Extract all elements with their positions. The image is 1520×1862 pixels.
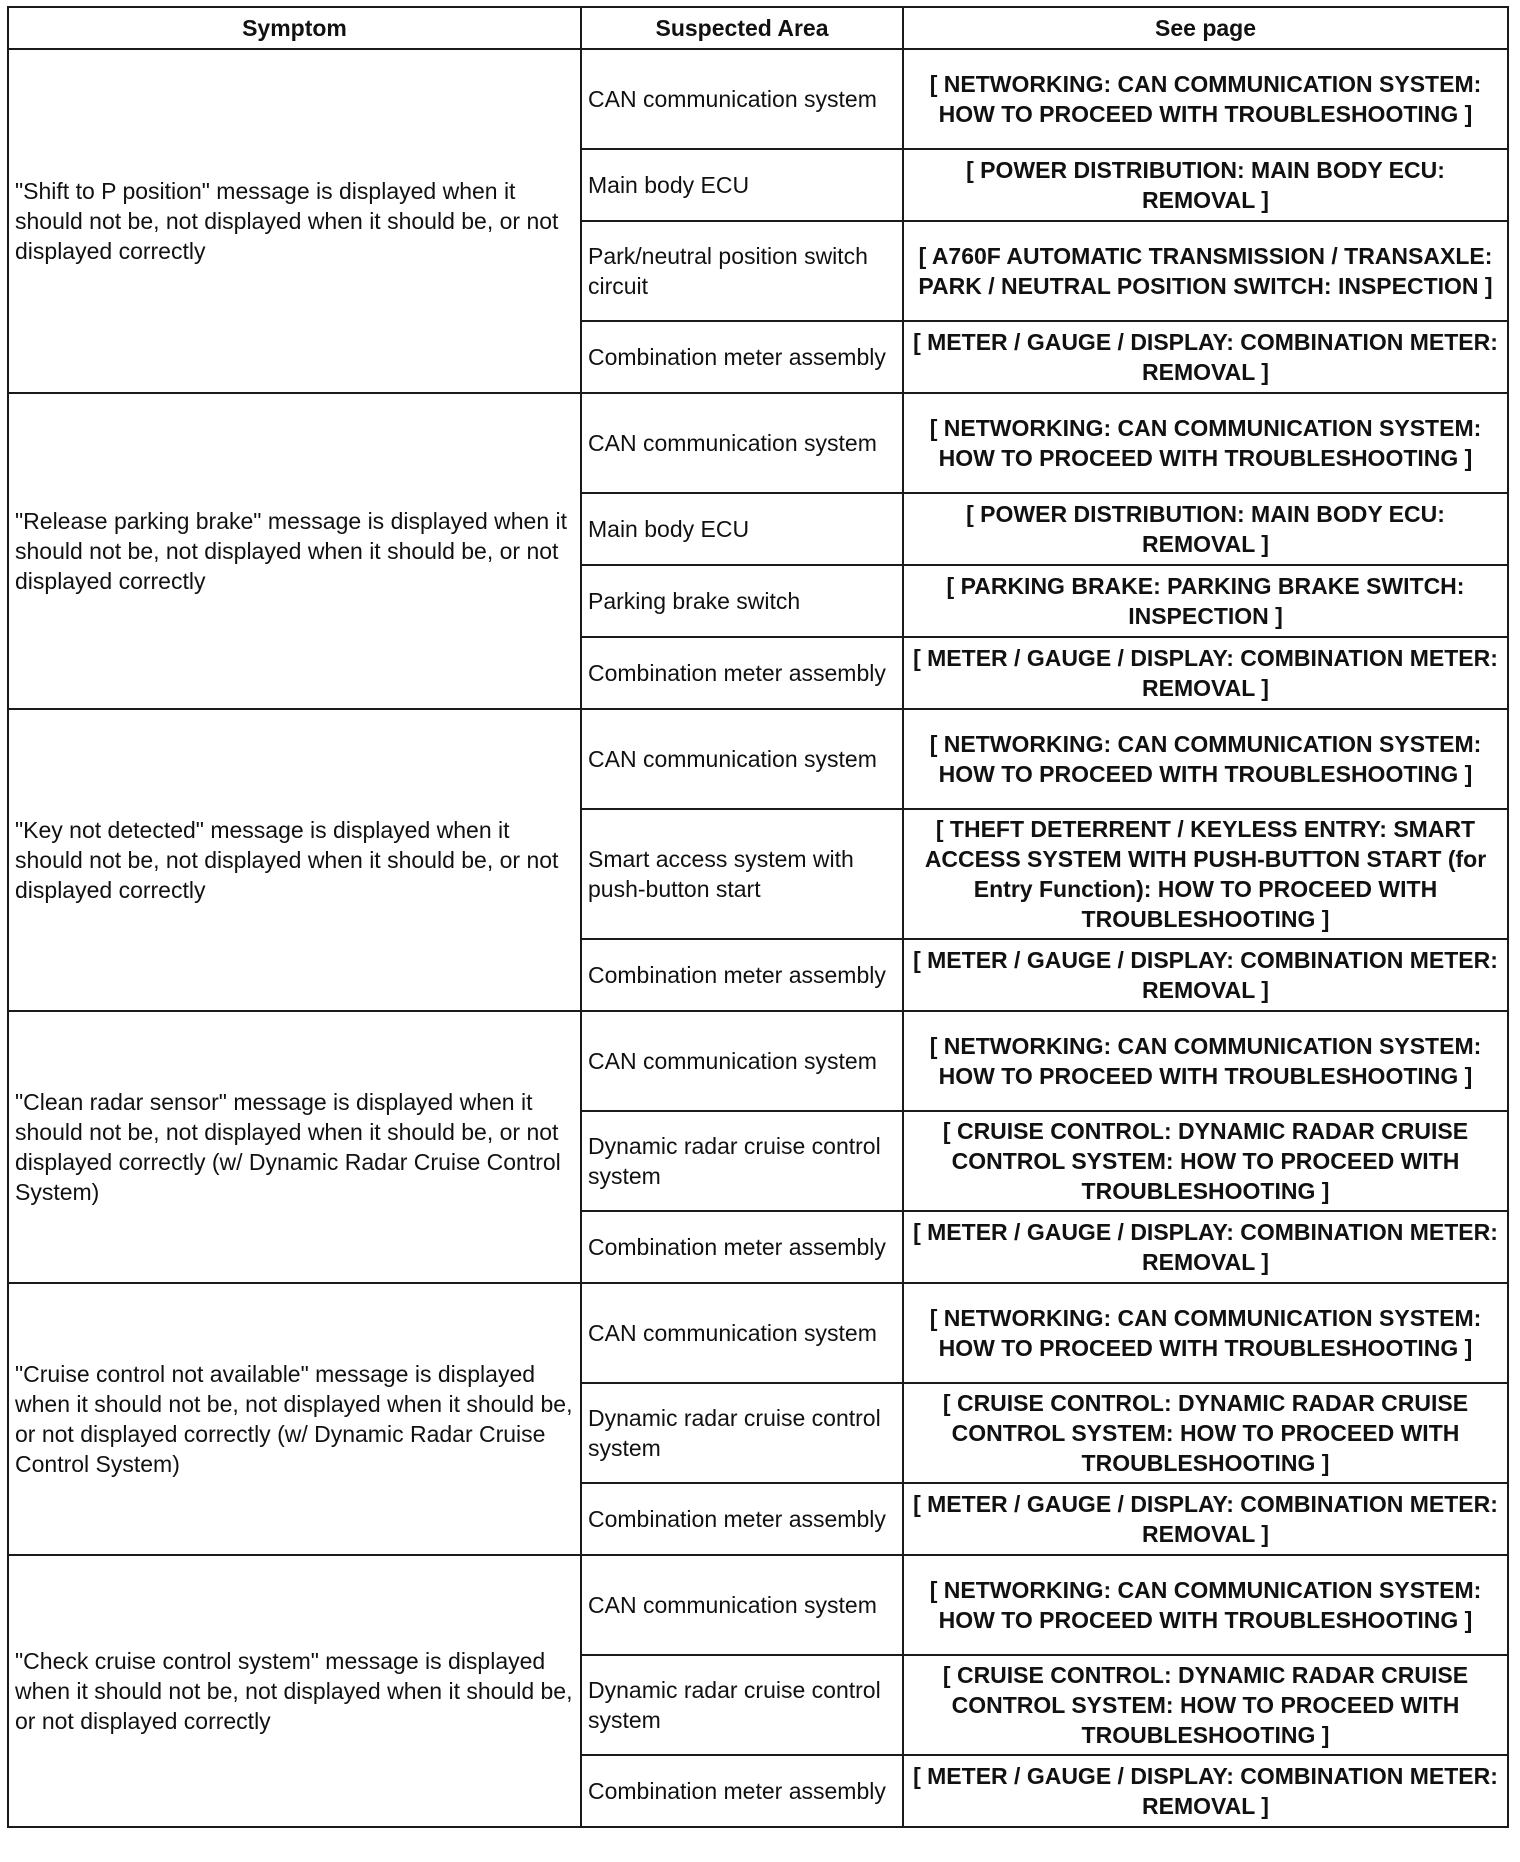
header-see-page: See page	[903, 7, 1508, 49]
suspected-area-cell: Combination meter assembly	[581, 321, 903, 393]
see-page-cell: [ CRUISE CONTROL: DYNAMIC RADAR CRUISE CONTROL SYSTEM: HOW TO PROCEED WITH TROUBLESHOOTING ]	[903, 1111, 1508, 1211]
symptom-cell: "Check cruise control system" message is displayed when it should not be, not displayed when it should be, or not displayed correctly	[8, 1555, 581, 1827]
suspected-area-cell: Main body ECU	[581, 149, 903, 221]
see-page-cell: [ POWER DISTRIBUTION: MAIN BODY ECU: REMOVAL ]	[903, 493, 1508, 565]
see-page-cell: [ METER / GAUGE / DISPLAY: COMBINATION METER: REMOVAL ]	[903, 321, 1508, 393]
symptom-cell: "Release parking brake" message is displayed when it should not be, not displayed when it should be, or not displayed correctly	[8, 393, 581, 709]
table-row	[8, 49, 1508, 149]
symptom-cell: "Clean radar sensor" message is displayed when it should not be, not displayed when it should be, or not displayed correctly (w/ Dynamic Radar Cruise Control System)	[8, 1011, 581, 1283]
see-page-cell: [ METER / GAUGE / DISPLAY: COMBINATION METER: REMOVAL ]	[903, 1211, 1508, 1283]
table-row	[8, 709, 1508, 809]
see-page-cell: [ NETWORKING: CAN COMMUNICATION SYSTEM: HOW TO PROCEED WITH TROUBLESHOOTING ]	[903, 393, 1508, 493]
see-page-cell: [ METER / GAUGE / DISPLAY: COMBINATION METER: REMOVAL ]	[903, 939, 1508, 1011]
symptom-cell: "Cruise control not available" message is displayed when it should not be, not displayed when it should be, or not displayed correctly (w/ Dynamic Radar Cruise Control System)	[8, 1283, 581, 1555]
troubleshooting-table	[7, 6, 1509, 1828]
table-row	[8, 1555, 1508, 1655]
suspected-area-cell: Combination meter assembly	[581, 637, 903, 709]
see-page-cell: [ NETWORKING: CAN COMMUNICATION SYSTEM: HOW TO PROCEED WITH TROUBLESHOOTING ]	[903, 709, 1508, 809]
see-page-cell: [ CRUISE CONTROL: DYNAMIC RADAR CRUISE CONTROL SYSTEM: HOW TO PROCEED WITH TROUBLESHOOTING ]	[903, 1655, 1508, 1755]
see-page-cell: [ NETWORKING: CAN COMMUNICATION SYSTEM: HOW TO PROCEED WITH TROUBLESHOOTING ]	[903, 1011, 1508, 1111]
symptom-cell: "Shift to P position" message is displayed when it should not be, not displayed when it should be, or not displayed correctly	[8, 49, 581, 393]
suspected-area-cell: Dynamic radar cruise control system	[581, 1111, 903, 1211]
suspected-area-cell: Smart access system with push-button start	[581, 809, 903, 939]
suspected-area-cell: Dynamic radar cruise control system	[581, 1383, 903, 1483]
header-symptom: Symptom	[8, 7, 581, 49]
see-page-cell: [ A760F AUTOMATIC TRANSMISSION / TRANSAXLE: PARK / NEUTRAL POSITION SWITCH: INSPECTION ]	[903, 221, 1508, 321]
suspected-area-cell: Park/neutral position switch circuit	[581, 221, 903, 321]
table-row	[8, 1011, 1508, 1111]
suspected-area-cell: Parking brake switch	[581, 565, 903, 637]
table-row	[8, 1283, 1508, 1383]
see-page-cell: [ NETWORKING: CAN COMMUNICATION SYSTEM: HOW TO PROCEED WITH TROUBLESHOOTING ]	[903, 49, 1508, 149]
see-page-cell: [ PARKING BRAKE: PARKING BRAKE SWITCH: INSPECTION ]	[903, 565, 1508, 637]
see-page-cell: [ THEFT DETERRENT / KEYLESS ENTRY: SMART ACCESS SYSTEM WITH PUSH-BUTTON START (for Entry Function): HOW TO PROCEED WITH TROUBLESHOOTING ]	[903, 809, 1508, 939]
header-suspected-area: Suspected Area	[581, 7, 903, 49]
suspected-area-cell: Combination meter assembly	[581, 1211, 903, 1283]
suspected-area-cell: Dynamic radar cruise control system	[581, 1655, 903, 1755]
see-page-cell: [ METER / GAUGE / DISPLAY: COMBINATION METER: REMOVAL ]	[903, 1483, 1508, 1555]
troubleshooting-table-container	[7, 6, 1507, 1828]
table-row	[8, 393, 1508, 493]
suspected-area-cell: Combination meter assembly	[581, 1483, 903, 1555]
suspected-area-cell: CAN communication system	[581, 709, 903, 809]
see-page-cell: [ POWER DISTRIBUTION: MAIN BODY ECU: REMOVAL ]	[903, 149, 1508, 221]
suspected-area-cell: CAN communication system	[581, 393, 903, 493]
suspected-area-cell: CAN communication system	[581, 49, 903, 149]
suspected-area-cell: CAN communication system	[581, 1283, 903, 1383]
suspected-area-cell: Combination meter assembly	[581, 939, 903, 1011]
see-page-cell: [ NETWORKING: CAN COMMUNICATION SYSTEM: HOW TO PROCEED WITH TROUBLESHOOTING ]	[903, 1555, 1508, 1655]
symptom-cell: "Key not detected" message is displayed when it should not be, not displayed when it should be, or not displayed correctly	[8, 709, 581, 1011]
suspected-area-cell: Main body ECU	[581, 493, 903, 565]
suspected-area-cell: Combination meter assembly	[581, 1755, 903, 1827]
header-row	[8, 7, 1508, 49]
see-page-cell: [ CRUISE CONTROL: DYNAMIC RADAR CRUISE CONTROL SYSTEM: HOW TO PROCEED WITH TROUBLESHOOTING ]	[903, 1383, 1508, 1483]
see-page-cell: [ METER / GAUGE / DISPLAY: COMBINATION METER: REMOVAL ]	[903, 1755, 1508, 1827]
suspected-area-cell: CAN communication system	[581, 1555, 903, 1655]
see-page-cell: [ NETWORKING: CAN COMMUNICATION SYSTEM: HOW TO PROCEED WITH TROUBLESHOOTING ]	[903, 1283, 1508, 1383]
see-page-cell: [ METER / GAUGE / DISPLAY: COMBINATION METER: REMOVAL ]	[903, 637, 1508, 709]
suspected-area-cell: CAN communication system	[581, 1011, 903, 1111]
